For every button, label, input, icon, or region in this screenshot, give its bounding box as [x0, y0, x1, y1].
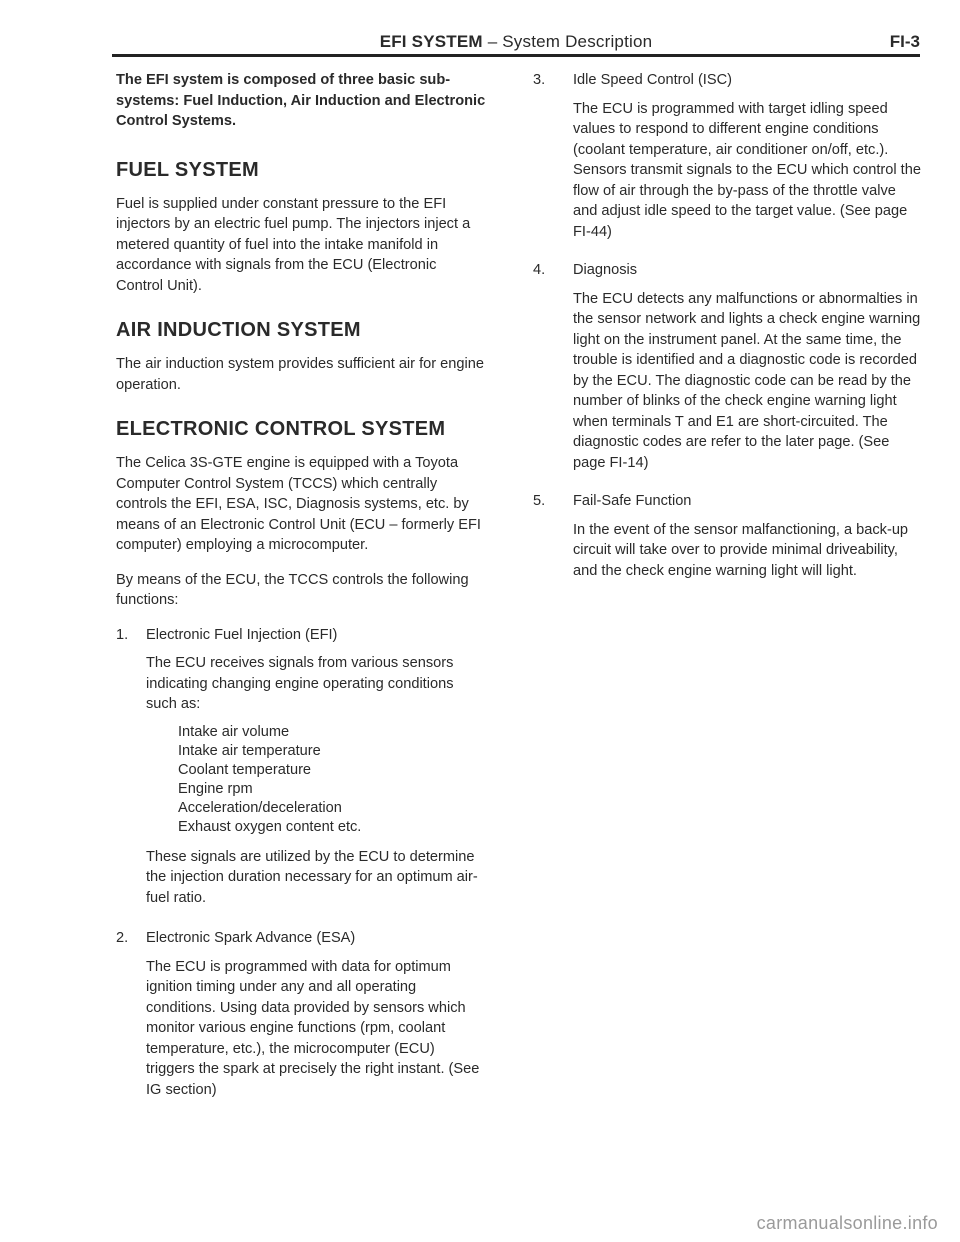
- sensor-list-item: Intake air volume: [178, 723, 290, 740]
- item-body: The ECU receives signals from various sensors indicating changing engine operating conditions such as:: [146, 655, 454, 712]
- header-rule: [112, 54, 920, 57]
- list-item-efi: [116, 625, 486, 909]
- item-body: The ECU is programmed with data for optimum ignition timing under any and all operating conditions. Using data provided by sensors which monitor various engine functions (rpm, coolant temperature, etc.), the microcomputer (ECU) triggers the spark at precisely the right instant. (See IG section): [146, 958, 480, 1098]
- sensor-list: [178, 723, 486, 837]
- item-title: Idle Speed Control (ISC): [573, 72, 732, 88]
- sensor-list-item: Intake air temperature: [178, 742, 321, 759]
- sensor-list-item: Engine rpm: [178, 780, 253, 797]
- sensor-list-item: Acceleration/deceleration: [178, 799, 342, 816]
- header-title: [112, 32, 920, 52]
- item-number: 4.: [533, 262, 546, 278]
- item-title: Electronic Spark Advance (ESA): [146, 930, 356, 946]
- fuel-system-paragraph: Fuel is supplied under constant pressure to the EFI injectors by an electric fuel pump. The injectors inject a metered quantity of fuel into the intake manifold in accordance with signals from the ECU (Electronic Control Unit).: [116, 195, 471, 294]
- list-item-diagnosis: [533, 260, 921, 473]
- list-item-esa: [116, 928, 486, 1100]
- item-body-after: These signals are utilized by the ECU to determine the injection duration necessary for an optimum air-fuel ratio.: [146, 848, 478, 906]
- list-item-fail-safe: [533, 491, 921, 581]
- air-induction-heading: AIR INDUCTION SYSTEM: [116, 319, 361, 341]
- header-title-rest: – System Description: [482, 32, 653, 51]
- item-title: Diagnosis: [573, 262, 638, 278]
- electronic-control-heading: ELECTRONIC CONTROL SYSTEM: [116, 418, 446, 440]
- watermark-footer: carmanualsonline.info: [756, 1213, 938, 1233]
- right-column: [533, 70, 921, 599]
- page-number: FI-3: [889, 32, 920, 51]
- sensor-list-item: Exhaust oxygen content etc.: [178, 818, 362, 835]
- fuel-system-heading: FUEL SYSTEM: [116, 158, 259, 181]
- item-title: Electronic Fuel Injection (EFI): [146, 626, 338, 643]
- item-number: 2.: [116, 930, 129, 946]
- header-title-bold: EFI SYSTEM: [379, 32, 483, 51]
- item-number: 5.: [533, 493, 546, 509]
- left-column: [116, 70, 486, 1114]
- electronic-control-paragraph-2: By means of the ECU, the TCCS controls the following functions:: [116, 571, 469, 608]
- page-header: [112, 30, 920, 56]
- item-title: Fail-Safe Function: [573, 493, 692, 509]
- item-body: The ECU is programmed with target idling speed values to respond to different engine conditions (coolant temperature, air conditioner on/off, etc.). Sensors transmit signals to the ECU which control the flow of air through the by-pass of the throttle valve and adjust idle speed to the target value. (See page FI-44): [573, 100, 921, 240]
- item-number: 1.: [116, 626, 129, 643]
- item-number: 3.: [533, 72, 546, 88]
- intro-paragraph: The EFI system is composed of three basic sub-systems: Fuel Induction, Air Induction and Electronic Control Systems.: [116, 72, 486, 129]
- item-body: The ECU detects any malfunctions or abnormalties in the sensor network and lights a check engine warning light on the instrument panel. At the same time, the trouble is identified and a diagnostic code is recorded by the ECU. The diagnostic code can be read by the number of blinks of the check engine warning light when terminals T and E1 are short-circuited. The diagnostic codes are refer to the later page. (See page FI-14): [573, 290, 921, 471]
- list-item-isc: [533, 70, 921, 242]
- air-induction-paragraph: The air induction system provides sufficient air for engine operation.: [116, 356, 485, 393]
- item-body: In the event of the sensor malfanctioning, a back-up circuit will take over to provide minimal driveability, and the check engine warning light will light.: [573, 521, 909, 579]
- electronic-control-paragraph: The Celica 3S-GTE engine is equipped with a Toyota Computer Control System (TCCS) which centrally controls the EFI, ESA, ISC, Diagnosis systems, etc. by means of an Electronic Control Unit (ECU – formerly EFI computer) employing a microcomputer.: [116, 455, 481, 553]
- sensor-list-item: Coolant temperature: [178, 761, 312, 778]
